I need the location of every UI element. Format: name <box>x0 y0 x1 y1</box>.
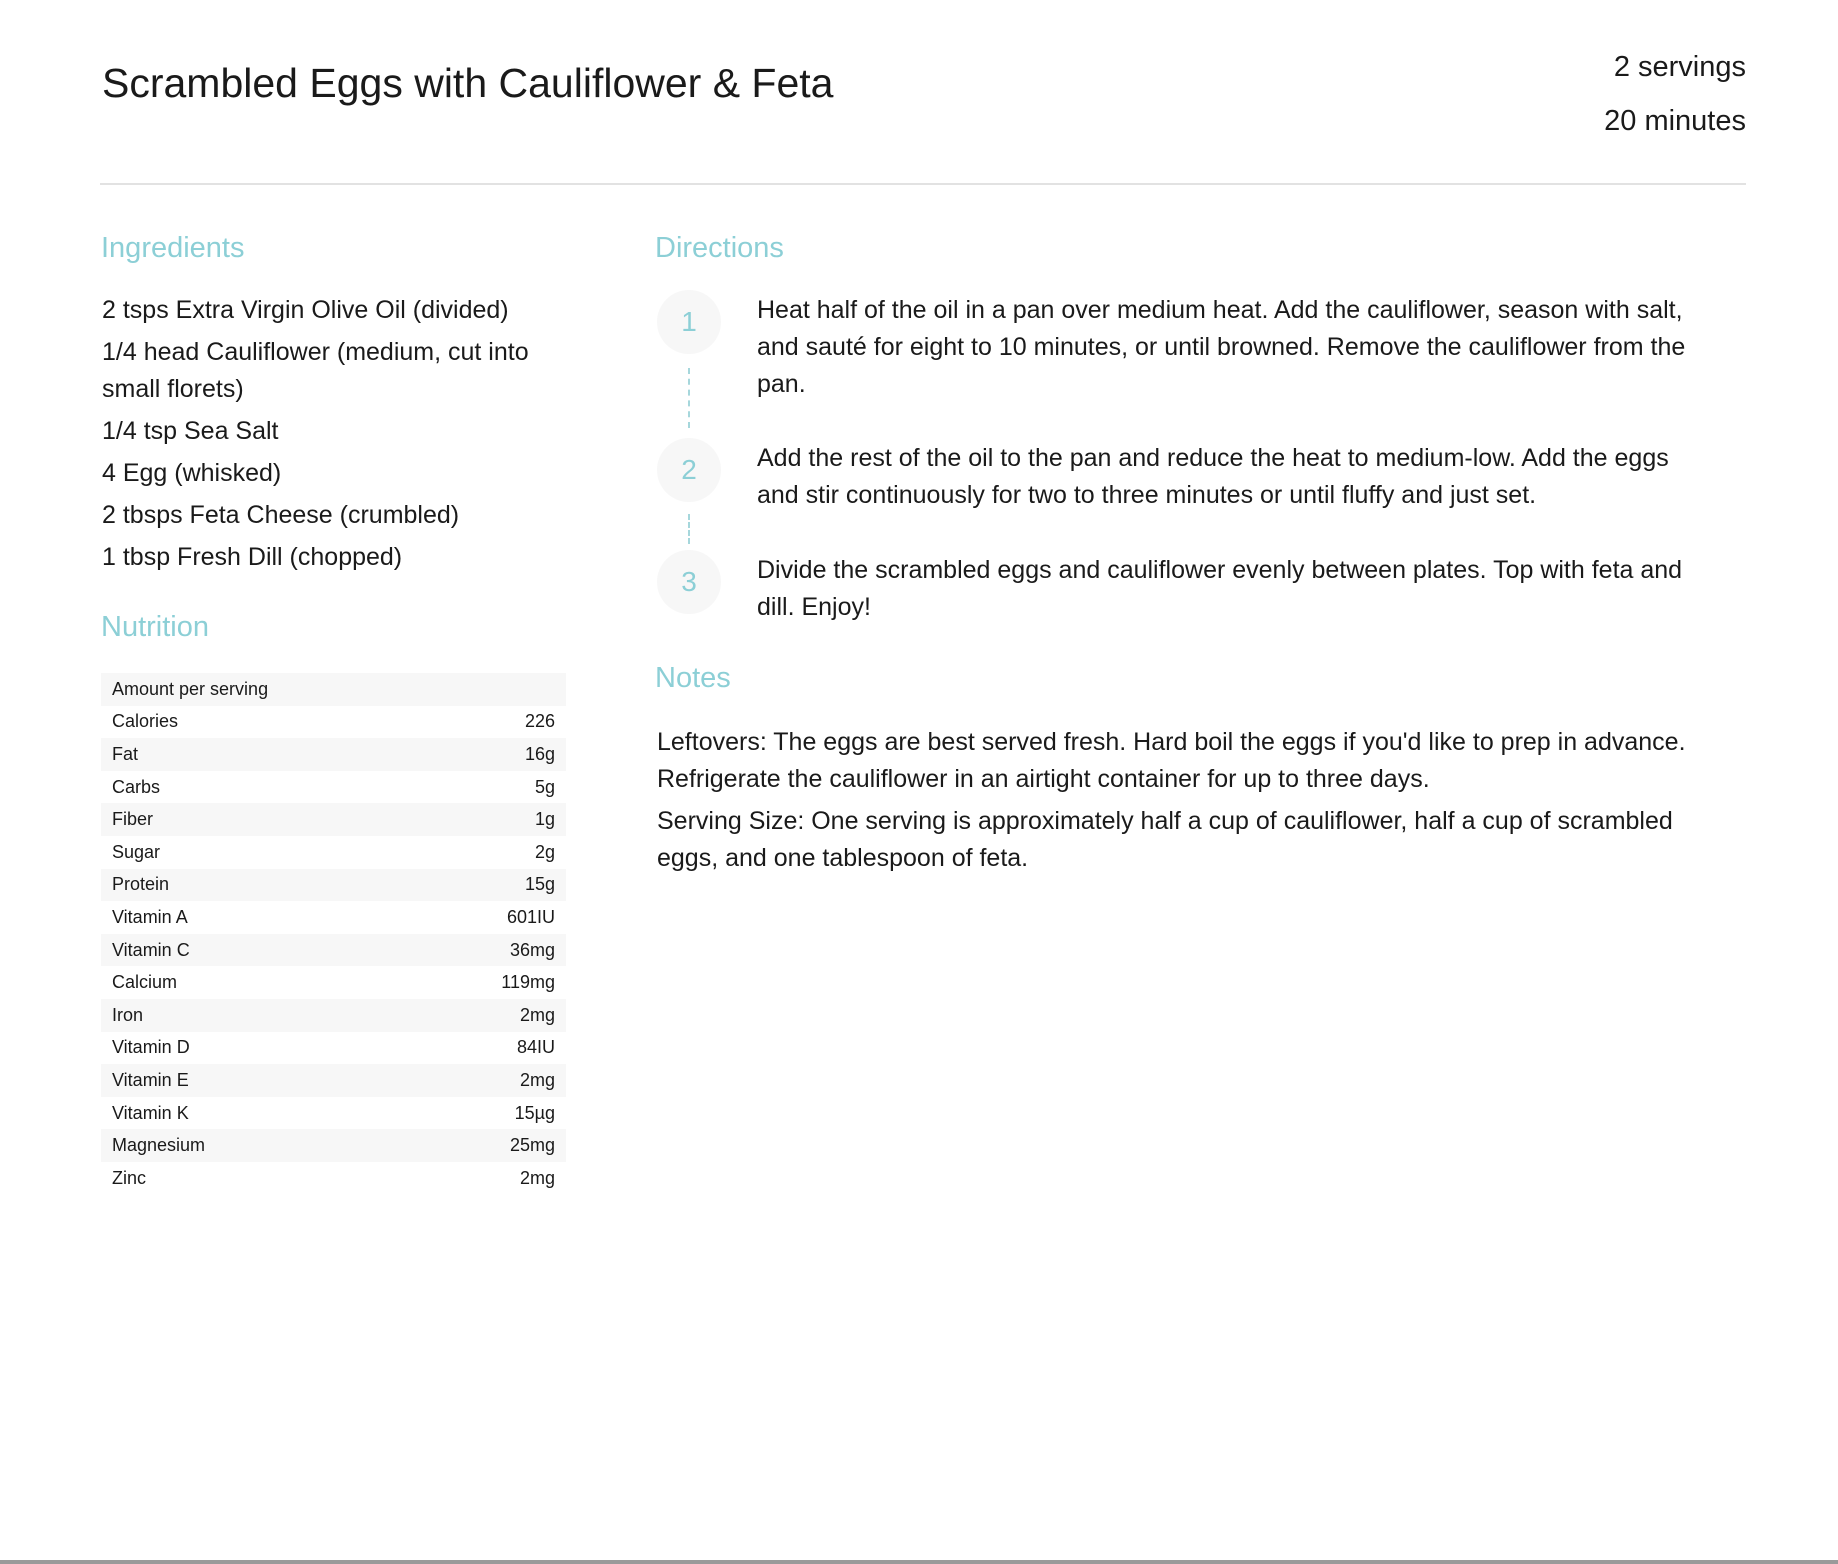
ingredient-item: 1 tbsp Fresh Dill (chopped) <box>102 543 403 571</box>
directions-heading: Directions <box>655 232 784 264</box>
nutrient-label: Iron <box>101 999 381 1032</box>
nutrient-value: 5g <box>381 771 566 804</box>
nutrition-row <box>101 966 566 999</box>
bottom-border <box>0 1560 1838 1564</box>
nutrition-row <box>101 999 566 1032</box>
nutrient-label: Protein <box>101 869 381 902</box>
step-number: 2 <box>657 438 721 502</box>
nutrition-table <box>101 673 566 1195</box>
ingredient-item: 2 tsps Extra Virgin Olive Oil (divided) <box>102 296 509 324</box>
nutrient-label: Vitamin E <box>101 1064 381 1097</box>
nutrient-label: Fat <box>101 738 381 771</box>
ingredient-item: 2 tbsps Feta Cheese (crumbled) <box>102 501 460 529</box>
servings-label: 2 servings <box>1613 51 1746 83</box>
nutrient-value: 2mg <box>381 1162 566 1195</box>
direction-step <box>655 552 1695 626</box>
nutrient-value: 226 <box>381 706 566 739</box>
note-item: Serving Size: One serving is approximately half a cup of cauliflower, half a cup of scrambled eggs, and one tablespoon of feta. <box>657 807 1673 872</box>
nutrient-value: 84IU <box>381 1032 566 1065</box>
nutrient-value: 2mg <box>381 1064 566 1097</box>
ingredients-heading: Ingredients <box>101 232 245 264</box>
notes-body <box>657 724 1697 882</box>
nutrition-row <box>101 901 566 934</box>
step-number: 3 <box>657 550 721 614</box>
nutrition-row <box>101 1032 566 1065</box>
nutrient-value: 15g <box>381 869 566 902</box>
ingredient-item: 4 Egg (whisked) <box>102 459 282 487</box>
nutrient-label: Calcium <box>101 966 381 999</box>
nutrient-label: Vitamin D <box>101 1032 381 1065</box>
nutrient-value: 16g <box>381 738 566 771</box>
nutrient-label: Carbs <box>101 771 381 804</box>
nutrient-value: 1g <box>381 803 566 836</box>
nutrient-value: 2g <box>381 836 566 869</box>
nutrition-row <box>101 836 566 869</box>
nutrient-value: 601IU <box>381 901 566 934</box>
step-connector <box>688 514 690 544</box>
note-item: Leftovers: The eggs are best served fresh. Hard boil the eggs if you'd like to prep in advance. Refrigerate the cauliflower in an airtight container for up to three days. <box>657 728 1686 793</box>
time-label: 20 minutes <box>1604 105 1746 137</box>
nutrient-value: 25mg <box>381 1129 566 1162</box>
header-divider <box>100 183 1746 185</box>
nutrition-row <box>101 934 566 967</box>
ingredients-list <box>102 292 582 581</box>
nutrition-row <box>101 1064 566 1097</box>
nutrient-value: 2mg <box>381 999 566 1032</box>
step-text: Heat half of the oil in a pan over medium heat. Add the cauliflower, season with salt, and sauté for eight to 10 minutes, or until browned. Remove the cauliflower from the pan. <box>757 296 1686 398</box>
nutrient-label: Vitamin K <box>101 1097 381 1130</box>
ingredient-item: 1/4 head Cauliflower (medium, cut into small florets) <box>102 338 529 403</box>
nutrient-value: 119mg <box>381 966 566 999</box>
nutrition-row <box>101 869 566 902</box>
step-number: 1 <box>657 290 721 354</box>
nutrition-row <box>101 738 566 771</box>
nutrient-label: Sugar <box>101 836 381 869</box>
ingredient-item: 1/4 tsp Sea Salt <box>102 417 279 445</box>
recipe-meta <box>1604 40 1746 148</box>
nutrition-row <box>101 1129 566 1162</box>
nutrition-row <box>101 1162 566 1195</box>
nutrition-row <box>101 771 566 804</box>
directions-list <box>655 292 1695 626</box>
recipe-title: Scrambled Eggs with Cauliflower & Feta <box>102 60 834 106</box>
nutrient-value: 36mg <box>381 934 566 967</box>
notes-heading: Notes <box>655 662 731 694</box>
direction-step <box>655 440 1695 552</box>
nutrient-label: Magnesium <box>101 1129 381 1162</box>
nutrition-row <box>101 803 566 836</box>
nutrient-value: 15µg <box>381 1097 566 1130</box>
direction-step <box>655 292 1695 440</box>
nutrition-header-label: Amount per serving <box>101 673 566 706</box>
nutrition-header-row <box>101 673 566 706</box>
nutrient-label: Fiber <box>101 803 381 836</box>
nutrient-label: Zinc <box>101 1162 381 1195</box>
nutrition-row <box>101 1097 566 1130</box>
step-text: Divide the scrambled eggs and cauliflower evenly between plates. Top with feta and dill. Enjoy! <box>757 556 1683 621</box>
nutrition-row <box>101 706 566 739</box>
nutrient-label: Calories <box>101 706 381 739</box>
nutrient-label: Vitamin C <box>101 934 381 967</box>
step-connector <box>688 368 690 428</box>
nutrition-heading: Nutrition <box>101 611 209 643</box>
step-text: Add the rest of the oil to the pan and reduce the heat to medium-low. Add the eggs and stir continuously for two to three minutes or until fluffy and just set. <box>757 444 1669 509</box>
nutrient-label: Vitamin A <box>101 901 381 934</box>
